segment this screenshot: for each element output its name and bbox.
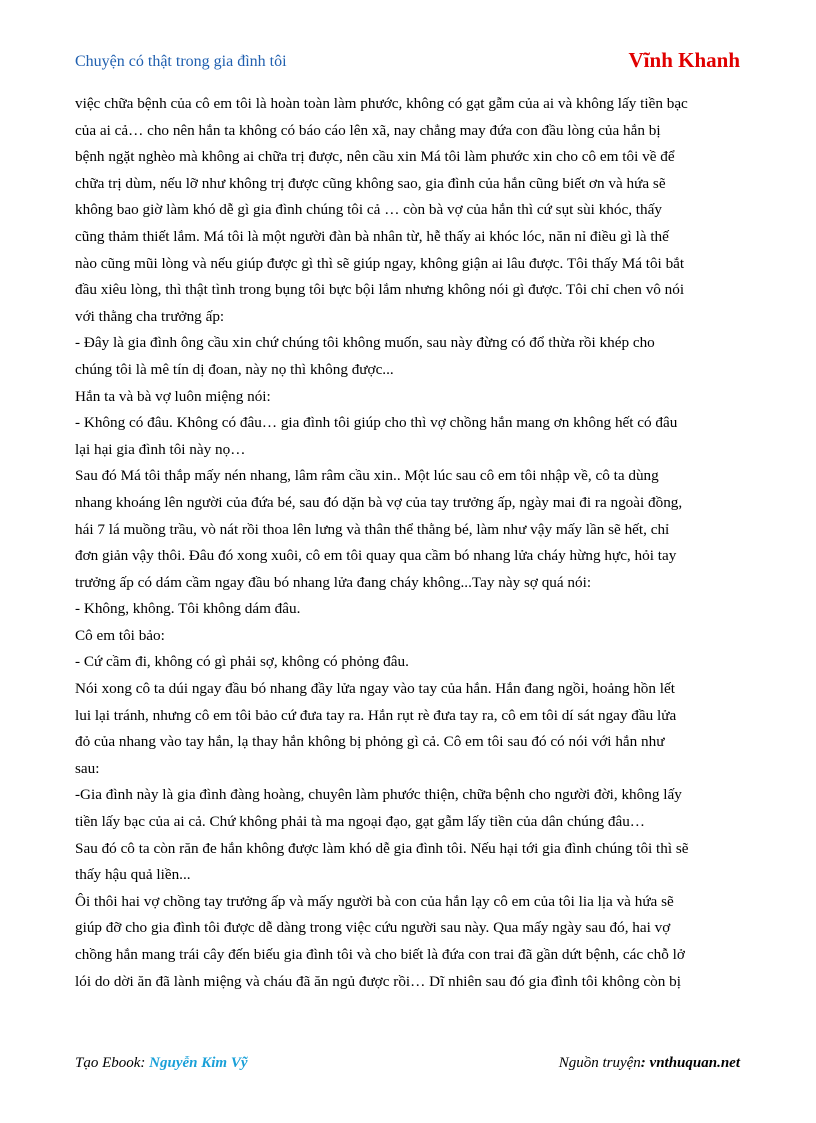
body-line: Nói xong cô ta dúi ngay đầu bó nhang đầy lửa ngay vào tay của hắn. Hắn đang ngồi, hoảng hồn lết <box>75 680 675 698</box>
body-line: hái 7 lá muồng trầu, vò nát rồi thoa lên lưng và thân thể thằng bé, làm như vậy mấy lần sẽ hết, chỉ <box>75 520 670 538</box>
body-line: chúng tôi là mê tín dị đoan, này nọ thì không được... <box>75 360 394 378</box>
body-line: việc chữa bệnh của cô em tôi là hoàn toàn làm phước, không có gạt gẫm của ai và không lấy tiền bạc <box>75 95 688 112</box>
body-line: chữa trị dùm, nếu lỡ như không trị được cũng không sao, gia đình của hắn cũng biết ơn và hứa sẽ <box>75 174 666 192</box>
body-line: nhang khoáng lên người của đứa bé, sau đó dặn bà vợ của tay trưởng ấp, ngày mai đi ra ngoài đồng, <box>75 493 683 511</box>
page-footer <box>75 1055 740 1077</box>
body-line: sau: <box>75 759 100 777</box>
ebook-creator-name: Nguyễn Kim Vỹ <box>149 1055 248 1071</box>
body-line: - Không, không. Tôi không dám đâu. <box>75 600 301 618</box>
body-line: với thằng cha trưởng ấp: <box>75 307 225 325</box>
body-line: bệnh ngặt nghèo mà không ai chữa trị được, nên cầu xin Má tôi làm phước xin cho cô em tôi về để <box>75 148 675 166</box>
ebook-credit-label: Tạo Ebook <box>75 1055 141 1071</box>
source-credit <box>559 1055 740 1072</box>
body-line: thấy hậu quả liền... <box>75 866 191 884</box>
ebook-credit-separator: : <box>140 1055 150 1071</box>
body-line: lói do dời ăn đã lành miệng và cháu đã ăn ngủ được rồi… Dĩ nhiên sau đó gia đình tôi không còn bị <box>75 972 681 990</box>
body-line: tiền lấy bạc của ai cả. Chứ không phải tà ma ngoại đạo, gạt gẫm lấy tiền của dân chúng đâu… <box>75 813 645 831</box>
body-line: Ôi thôi hai vợ chồng tay trưởng ấp và mấy người bà con của hắn lạy cô em của tôi lia lịa và hứa sẽ <box>75 892 674 910</box>
body-line: Sau đó Má tôi thắp mấy nén nhang, lâm râm cầu xin.. Một lúc sau cô em tôi nhập về, cô ta dùng <box>75 467 659 485</box>
ebook-credit <box>75 1055 248 1072</box>
body-line: của ai cả… cho nên hắn ta không có báo cáo lên xã, nay chẳng may đứa con đầu lòng của hắn bị <box>75 121 661 139</box>
body-line: Cô em tôi bảo: <box>75 626 165 644</box>
body-line: đầu xiêu lòng, thì thật tình trong bụng tôi bực bội lắm nhưng không nói gì được. Tôi chỉ chen vô nói <box>75 281 685 299</box>
body-line: lại hại gia đình tôi này nọ… <box>75 440 246 458</box>
body-line: nào cũng mũi lòng và nếu giúp được gì thì sẽ giúp ngay, không giận ai lâu được. Tôi thấy Má tôi bắt <box>75 254 685 272</box>
body-line: đỏ của nhang vào tay hắn, lạ thay hắn không bị phỏng gì cả. Cô em tôi sau đó có nói với hắn như <box>75 733 665 751</box>
body-line: - Cứ cầm đi, không có gì phải sợ, không có phỏng đâu. <box>75 653 409 671</box>
page-header <box>75 46 740 76</box>
body-line: - Không có đâu. Không có đâu… gia đình tôi giúp cho thì vợ chồng hắn mang ơn không hết có đâu <box>75 414 678 432</box>
body-line: - Đây là gia đình ông cầu xin chứ chúng tôi không muốn, sau này đừng có đổ thừa rồi khép cho <box>75 334 655 352</box>
body-line: cũng thảm thiết lắm. Má tôi là một người đàn bà nhân từ, hễ thấy ai khóc lóc, năn nỉ điều gì là thế <box>75 227 669 245</box>
body-line: lui lại tránh, nhưng cô em tôi bảo cứ đưa tay ra. Hắn rụt rè đưa tay ra, cô em tôi dí sát ngay đầu lửa <box>75 706 677 724</box>
body-line: không bao giờ làm khó dễ gì gia đình chúng tôi cả … còn bà vợ của hắn thì cứ sụt sùi khóc, thấy <box>75 201 662 219</box>
source-credit-label: Nguồn truyện <box>558 1055 641 1071</box>
author-name: Vĩnh Khanh <box>628 48 740 72</box>
body-line: trưởng ấp có dám cầm ngay đầu bó nhang lửa đang cháy không...Tay này sợ quá nói: <box>75 573 592 591</box>
body-line: -Gia đình này là gia đình đàng hoàng, chuyên làm phước thiện, chữa bệnh cho người đời, không lấy <box>75 786 682 804</box>
body-line: Hắn ta và bà vợ luôn miệng nói: <box>75 387 271 405</box>
body-line: đơn giản vậy thôi. Đâu đó xong xuôi, cô em tôi quay qua cầm bó nhang lửa cháy hừng hực, hỏi tay <box>75 547 677 565</box>
body-line: giúp đỡ cho gia đình tôi được dễ dàng trong việc cứu người sau này. Qua mấy ngày sau đó, hai vợ <box>75 919 671 937</box>
body-line: chồng hắn mang trái cây đến biếu gia đình tôi và cho biết là đứa con trai đã gần dứt bệnh, các chỗ lở <box>75 946 685 963</box>
book-title: Chuyện có thật trong gia đình tôi <box>75 53 287 70</box>
source-site: vnthuquan.net <box>649 1055 740 1071</box>
body-line: Sau đó cô ta còn răn đe hắn không được làm khó dễ gia đình tôi. Nếu hại tới gia đình chúng tôi thì sẽ <box>75 839 689 857</box>
story-body <box>75 91 741 995</box>
source-credit-separator: : <box>640 1055 650 1071</box>
